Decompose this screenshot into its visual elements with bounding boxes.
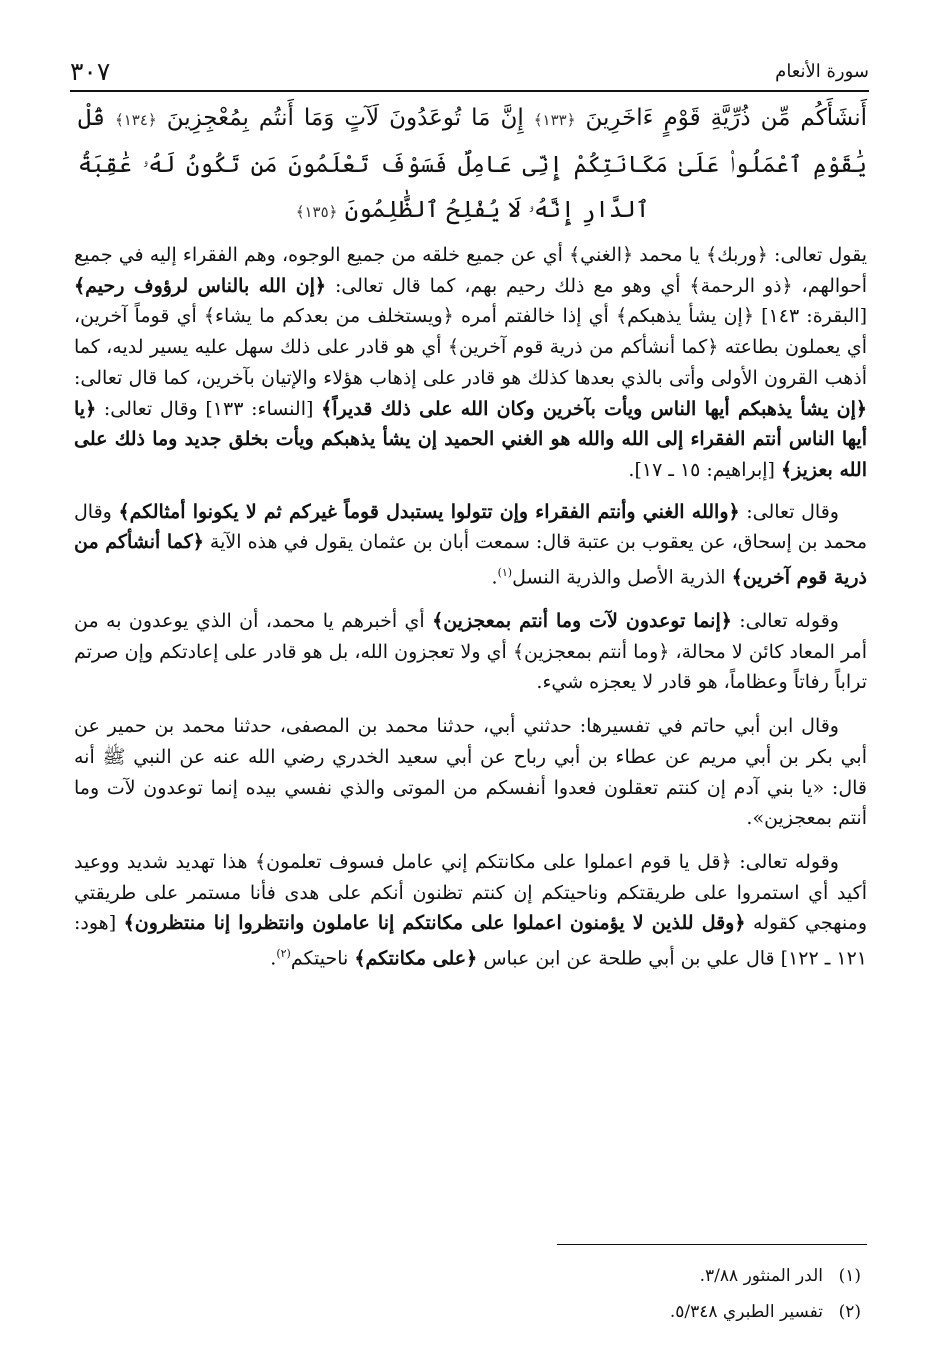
- ayah-number-marker: ﴿١٣٤﴾: [114, 111, 157, 129]
- text-run: هذا تهديد شديد ووعيد أكيد أي استمروا على طريقتكم وناحيتكم إن كنتم تظنون أنكم على هدى فأنا مستمر على طريقتي ومنهجي كقوله: [74, 850, 867, 935]
- quran-quote: ﴿كما أنشأكم من ذرية قوم آخرين﴾: [74, 531, 867, 589]
- paragraph: [74, 847, 867, 974]
- footnote-number: (٢): [838, 1302, 861, 1322]
- text-run: وقوله تعالى:: [731, 610, 839, 633]
- quran-quote: ﴿إن يشأ يذهبكم أيها الناس ويأت بآخرين وكان الله على ذلك قديراً﴾: [321, 397, 867, 420]
- footnote-divider: [557, 1244, 867, 1245]
- text-run: [هود: ١٢١ ـ ١٢٢] قال علي بن أبي طلحة عن ابن عباس: [74, 912, 867, 970]
- footnote-item: [361, 1258, 861, 1294]
- ayah-number-marker: ﴿١٣٥﴾: [295, 203, 338, 221]
- ayah-number-marker: ﴿١٣٣﴾: [533, 111, 576, 129]
- surah-title: سورة الأنعام: [775, 61, 869, 82]
- quran-quote: ﴿إنما توعدون لآت وما أنتم بمعجزين﴾: [432, 610, 732, 633]
- footnote-ref: (١): [497, 566, 513, 580]
- footnote-ref: (٢): [276, 947, 291, 961]
- verse-text: إِنَّ مَا تُوعَدُونَ لَآتٍ وَمَا أَنتُم بِمُعْجِزِينَ: [166, 105, 524, 131]
- text-run: [البقرة: ١٤٣] ﴿إن يشأ يذهبكم﴾ أي إذا خالفتم أمره ﴿ويستخلف من بعدكم ما يشاء﴾ أي قوماً آخرين، أي يعملون بطاعته ﴿كما أنشأكم من ذرية قوم آخرين﴾ أي هو قادر على ذلك سهل عليه يسير لديه، كما أذهب القرون الأولى وأتى بالذي بعدها كذلك هو قادر على إذهاب هؤلاء والإتيان بآخرين، كما قال تعالى:: [74, 305, 867, 389]
- quran-quote: ﴿على مكانتكم﴾: [354, 947, 478, 970]
- quran-quote: ﴿يا أيها الناس أنتم الفقراء إلى الله والله هو الغني الحميد إن يشأ يذهبكم ويأت بخلق جديد وما ذلك على الله بعزيز﴾: [74, 397, 867, 481]
- footnote-text: الدر المنثور ٣/٨٨.: [699, 1266, 823, 1286]
- paragraph: [74, 711, 867, 834]
- text-run: الذرية الأصل والذرية النسل: [512, 566, 732, 589]
- quran-quote: ﴿والله الغني وأنتم الفقراء وإن تتولوا يستبدل قوماً غيركم ثم لا يكونوا أمثالكم﴾: [118, 500, 740, 523]
- text-run: يقول تعالى:: [767, 244, 867, 266]
- quran-quote: ﴿إن الله بالناس لرؤوف رحيم﴾: [74, 274, 327, 297]
- footnote-item: [361, 1294, 861, 1330]
- text-run: .: [270, 947, 277, 970]
- text-run: أي أخبرهم يا محمد، أن الذي يوعدون به من أمر المعاد كائن لا محالة، ﴿وما أنتم بمعجزين﴾ أي ولا تعجزون الله، بل هو قادر على إعادتكم وإن صرتم تراباً رفاتاً وعظاماً، هو قادر لا يعجزه شيء.: [74, 610, 867, 694]
- quran-quote: ﴿قل يا قوم اعملوا على مكانتكم إني عامل فسوف تعلمون﴾: [254, 850, 732, 873]
- page-header: [70, 50, 869, 92]
- verse-text: أَنشَأَكُم مِّن ذُرِّيَّةِ قَوْمٍ ءَاخَرِينَ: [585, 105, 868, 131]
- text-run: وقوله تعالى:: [731, 850, 839, 873]
- text-run: ناحيتكم: [290, 947, 355, 970]
- footnotes: [361, 1258, 861, 1330]
- page-number: ٣٠٧: [70, 57, 111, 86]
- quran-quote: ﴿وقل للذين لا يؤمنون اعملوا على مكانتكم إنا عاملون وانتظروا إنا منتظرون﴾: [123, 912, 746, 935]
- footnote-text: تفسير الطبري ٥/٣٤٨.: [669, 1302, 823, 1322]
- text-run: [النساء: ١٣٣] وقال تعالى:: [96, 397, 322, 420]
- paragraph: [74, 240, 867, 486]
- text-run: وقال ابن أبي حاتم في تفسيرها: حدثني أبي، حدثنا محمد بن المصفى، حدثنا محمد بن حمير عن أبي بكر بن أبي مريم عن عطاء بن أبي رباح عن أبي سعيد الخدري رضي الله عنه عن النبي ﷺ أنه قال: «يا بني آدم إن كنتم تعقلون فعدوا أنفسكم من الموتى والذي نفسي بيده إنما توعدون لآت وما أنتم بمعجزين».: [74, 715, 867, 830]
- verse-text: قُلْ يَٰقَوْمِ ٱعْمَلُوا۟ عَلَىٰ مَكَانَتِكُمْ إِنِّى عَامِلٌ فَسَوْفَ تَعْلَمُونَ مَن تَكُونُ لَهُۥ عَٰقِبَةُ ٱلدَّارِ إِنَّهُۥ لَا يُفْلِحُ ٱلظَّٰلِمُونَ: [78, 105, 867, 223]
- text-run: وقال تعالى:: [739, 500, 839, 523]
- quran-verses: [78, 96, 867, 235]
- text-run: .: [491, 566, 498, 589]
- paragraph: [74, 497, 867, 593]
- tafsir-body: [74, 240, 867, 987]
- text-run: ﴿وربك﴾ يا محمد ﴿الغني﴾ أي عن جميع خلقه من جميع الوجوه، وهم الفقراء إليه في جميع أحوالهم، ﴿ذو الرحمة﴾ أي وهو مع ذلك رحيم بهم، كما قال تعالى:: [74, 244, 868, 297]
- text-run: وقال محمد بن إسحاق، عن يعقوب بن عتبة قال: سمعت أبان بن عثمان يقول في هذه الآية: [74, 500, 867, 554]
- footnote-number: (١): [838, 1266, 861, 1286]
- text-run: [إبراهيم: ١٥ ـ ١٧].: [628, 458, 781, 481]
- paragraph: [74, 606, 867, 698]
